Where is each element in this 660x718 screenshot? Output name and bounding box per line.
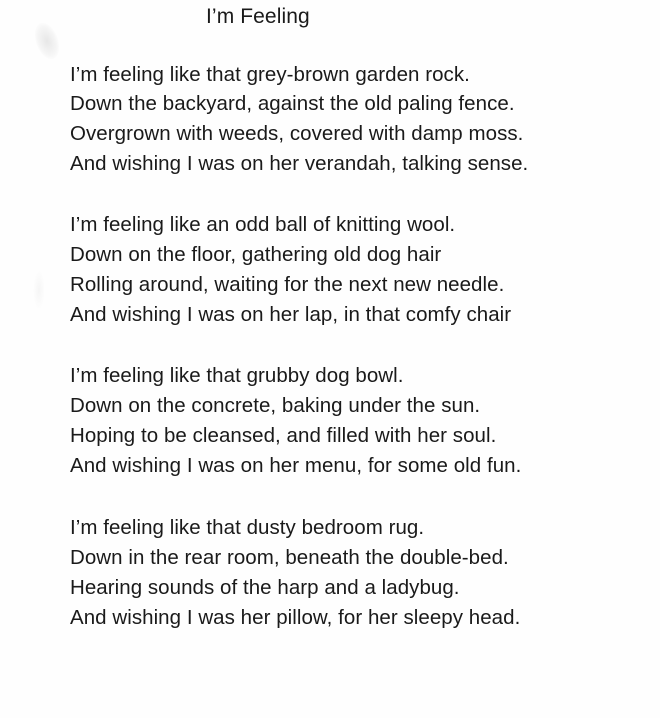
stanza-2-line-4: And wishing I was on her lap, in that comfy chair — [70, 303, 512, 326]
stanza-3-line-3: Hoping to be cleansed, and filled with her soul. — [70, 424, 497, 447]
stanza-4-line-4: And wishing I was her pillow, for her sleepy head. — [70, 606, 521, 629]
stanza-3-line-1: I’m feeling like that grubby dog bowl. — [70, 364, 404, 387]
stanza-1-line-3: Overgrown with weeds, covered with damp moss. — [70, 122, 524, 145]
paper-smudge — [33, 270, 45, 310]
stanza-4-line-1: I’m feeling like that dusty bedroom rug. — [70, 516, 425, 539]
stanza-4-line-3: Hearing sounds of the harp and a ladybug. — [70, 576, 460, 599]
stanza-3-line-4: And wishing I was on her menu, for some old fun. — [70, 454, 522, 477]
stanza-1-line-2: Down the backyard, against the old paling fence. — [70, 92, 515, 115]
stanza-3-line-2: Down on the concrete, baking under the sun. — [70, 394, 481, 417]
poem-title: I’m Feeling — [206, 5, 310, 28]
stanza-2-line-2: Down on the floor, gathering old dog hair — [70, 243, 442, 266]
stanza-1-line-4: And wishing I was on her verandah, talking sense. — [70, 152, 529, 175]
paper-smudge — [30, 19, 64, 62]
stanza-2-line-1: I’m feeling like an odd ball of knitting wool. — [70, 213, 456, 236]
stanza-1-line-1: I’m feeling like that grey-brown garden rock. — [70, 63, 470, 86]
stanza-2-line-3: Rolling around, waiting for the next new needle. — [70, 273, 505, 296]
stanza-4-line-2: Down in the rear room, beneath the double-bed. — [70, 546, 509, 569]
